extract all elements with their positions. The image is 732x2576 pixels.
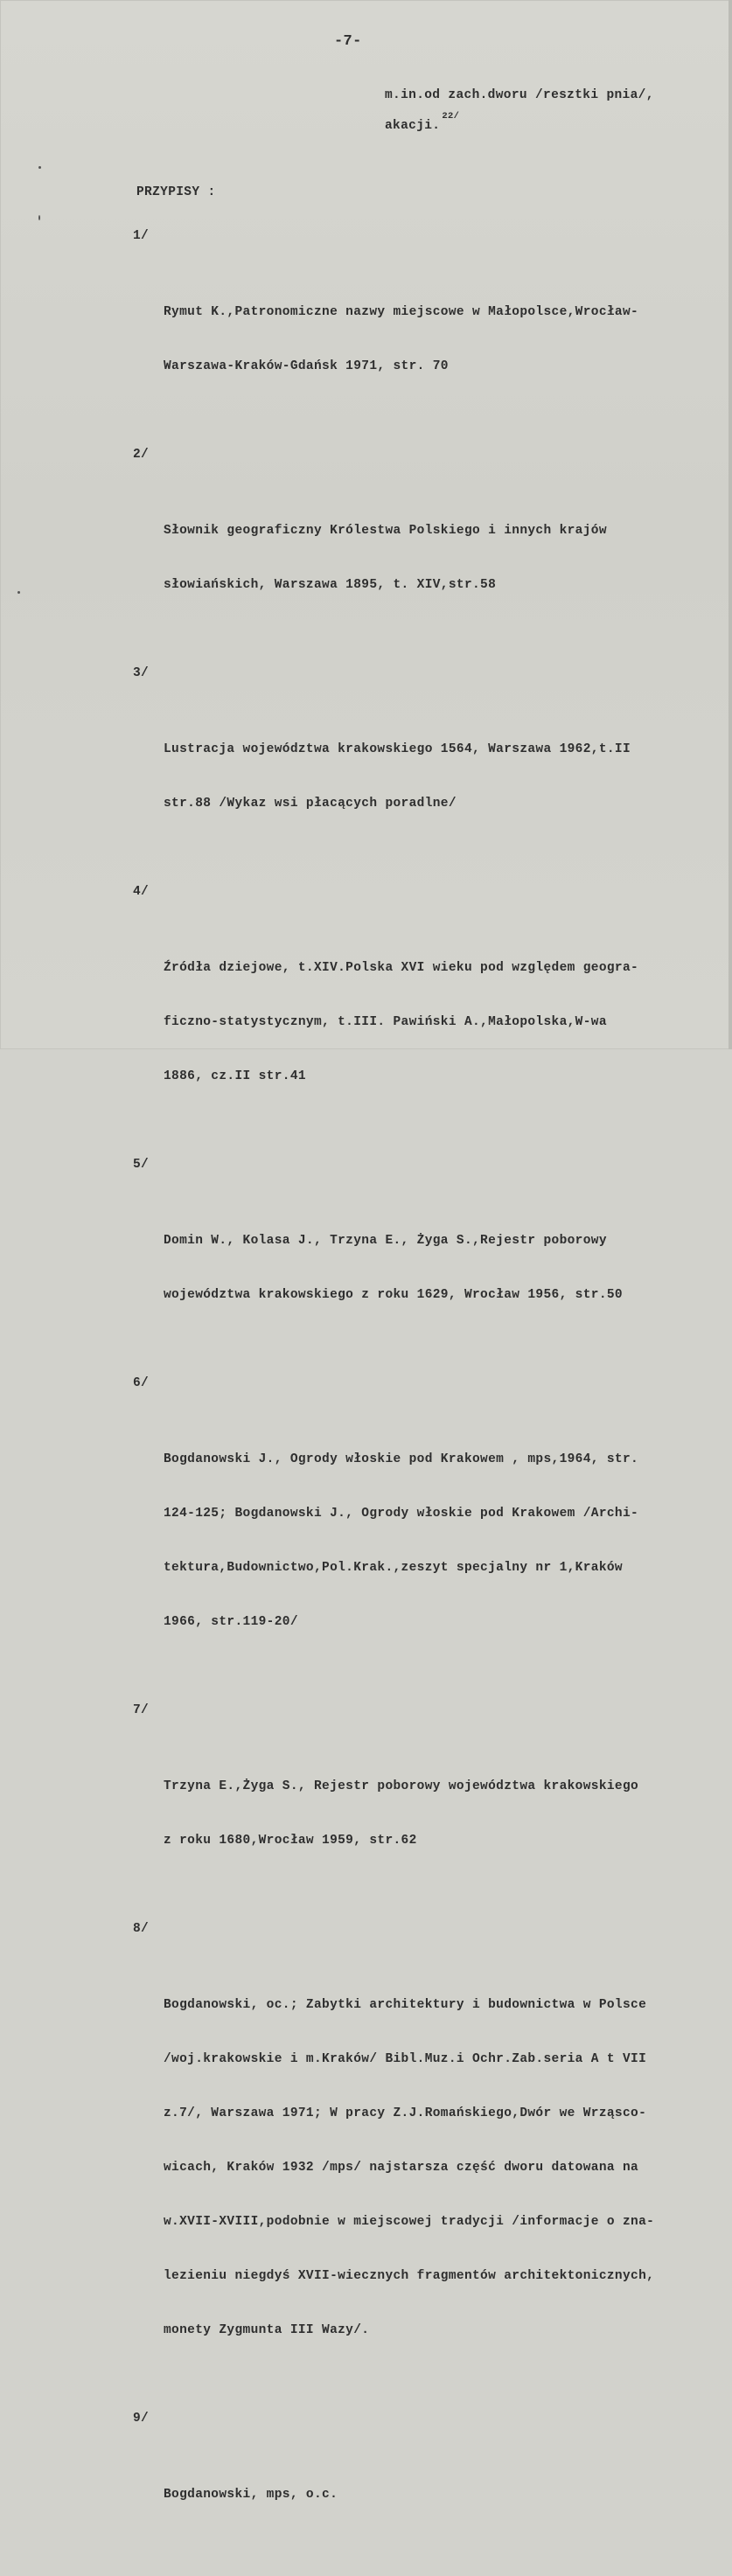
footnote-5 — [0, 1158, 732, 1364]
footnote-line: lezieniu niegdyś XVII-wiecznych fragmentów architektonicznych, — [164, 2269, 655, 2283]
footnote-line: tektura,Budownictwo,Pol.Krak.,zeszyt specjalny nr 1,Kraków — [164, 1561, 623, 1575]
punch-mark — [38, 215, 40, 220]
continuation-text: akacji. — [385, 119, 441, 133]
continuation-line-1: m.in.od zach.dworu /resztki pnia/, — [385, 88, 654, 102]
footnote-line: str.88 /Wykaz wsi płacących poradlne/ — [164, 797, 457, 811]
footnote-9 — [0, 2412, 732, 2564]
footnote-line: z.7/, Warszawa 1971; W pracy Z.J.Romańskiego,Dwór we Wrząsco- — [164, 2106, 647, 2120]
footnote-line: z roku 1680,Wrocław 1959, str.62 — [164, 1834, 417, 1848]
footnote-line: słowiańskich, Warszawa 1895, t. XIV,str.58 — [164, 578, 497, 592]
footnote-number: 7/ — [133, 1703, 150, 1717]
footnotes-list — [0, 229, 732, 2576]
footnote-line: Źródła dziejowe, t.XIV.Polska XVI wieku pod względem geogra- — [164, 961, 639, 975]
footnote-7 — [0, 1703, 732, 1910]
footnote-line: Trzyna E.,Żyga S., Rejestr poborowy województwa krakowskiego — [164, 1779, 639, 1793]
footnote-line: Bogdanowski, mps, o.c. — [164, 2488, 338, 2502]
continuation-line-2 — [385, 111, 460, 133]
footnote-number: 9/ — [133, 2412, 150, 2426]
footnote-line: w.XVII-XVIII,podobnie w miejscowej tradycji /informacje o zna- — [164, 2215, 655, 2229]
footnote-1 — [0, 229, 732, 435]
notes-heading: PRZYPISY : — [136, 185, 216, 199]
footnote-line: 1886, cz.II str.41 — [164, 1069, 306, 1083]
footnote-number: 8/ — [133, 1922, 150, 1936]
footnote-2 — [0, 448, 732, 654]
page-number: -7- — [334, 33, 362, 50]
footnote-line: 1966, str.119-20/ — [164, 1615, 298, 1629]
footnote-8 — [0, 1922, 732, 2399]
footnote-line: wicach, Kraków 1932 /mps/ najstarsza część dworu datowana na — [164, 2161, 639, 2175]
footnote-line: Lustracja województwa krakowskiego 1564, Warszawa 1962,t.II — [164, 742, 631, 756]
footnote-line: województwa krakowskiego z roku 1629, Wrocław 1956, str.50 — [164, 1288, 623, 1302]
footnote-number: 5/ — [133, 1158, 150, 1172]
footnote-line: /woj.krakowskie i m.Kraków/ Bibl.Muz.i Ochr.Zab.seria A t VII — [164, 2052, 647, 2066]
footnote-line: Rymut K.,Patronomiczne nazwy miejscowe w Małopolsce,Wrocław- — [164, 305, 639, 319]
footnote-line: Bogdanowski, oc.; Zabytki architektury i budownictwa w Polsce — [164, 1998, 647, 2012]
footnote-number: 4/ — [133, 885, 150, 899]
footnote-3 — [0, 666, 732, 873]
footnote-line: Bogdanowski J., Ogrody włoskie pod Krakowem , mps,1964, str. — [164, 1452, 639, 1466]
footnote-line: ficzno-statystycznym, t.III. Pawiński A.,Małopolska,W-wa — [164, 1015, 607, 1029]
footnote-number: 1/ — [133, 229, 150, 243]
footnote-line: Warszawa-Kraków-Gdańsk 1971, str. 70 — [164, 359, 449, 373]
punch-mark — [38, 166, 41, 169]
footnote-number: 6/ — [133, 1376, 150, 1390]
footnote-line: Słownik geograficzny Królestwa Polskiego i innych krajów — [164, 524, 607, 538]
footnote-reference: 22/ — [442, 111, 460, 122]
footnote-line: monety Zygmunta III Wazy/. — [164, 2323, 370, 2337]
footnote-line: Domin W., Kolasa J., Trzyna E., Żyga S.,Rejestr poborowy — [164, 1234, 607, 1248]
footnote-number: 3/ — [133, 666, 150, 680]
footnote-6 — [0, 1376, 732, 1691]
footnote-4 — [0, 885, 732, 1145]
footnote-line: 124-125; Bogdanowski J., Ogrody włoskie pod Krakowem /Archi- — [164, 1507, 639, 1521]
footnote-number: 2/ — [133, 448, 150, 462]
